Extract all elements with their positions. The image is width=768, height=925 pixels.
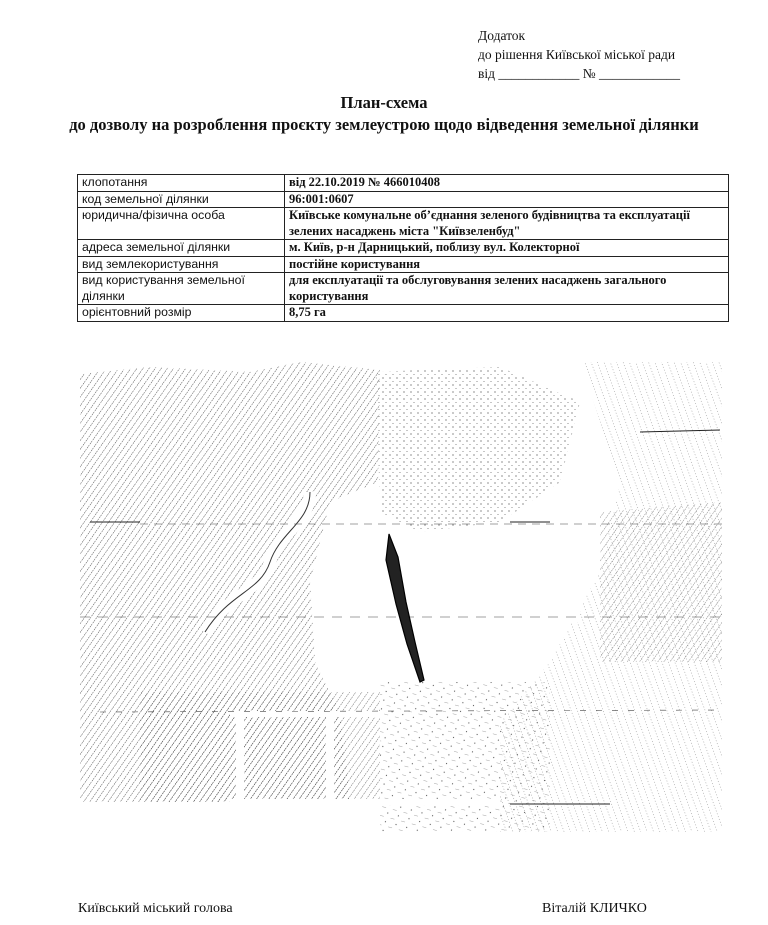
- appendix-line-1: Додаток: [478, 28, 526, 43]
- row-label: адреса земельної ділянки: [78, 240, 285, 257]
- row-label: вид користування земельної ділянки: [78, 273, 285, 305]
- title-main: План-схема: [340, 93, 428, 112]
- document-title: [0, 92, 768, 136]
- row-value: м. Київ, р-н Дарницький, поблизу вул. Колекторної: [285, 240, 729, 257]
- table-row: [78, 273, 729, 305]
- row-value: постійне користування: [285, 256, 729, 273]
- row-value: 96:001:0607: [285, 191, 729, 208]
- table-row: [78, 256, 729, 273]
- table-row: [78, 175, 729, 192]
- appendix-line-2: до рішення Київської міської ради: [478, 47, 676, 62]
- row-label: орієнтовний розмір: [78, 305, 285, 322]
- table-row: [78, 208, 729, 240]
- land-parcel-outline: [386, 534, 424, 682]
- appendix-header: [478, 26, 738, 83]
- row-value: для експлуатації та обслуговування зелених насаджень загального користування: [285, 273, 729, 305]
- row-value: від 22.10.2019 № 466010408: [285, 175, 729, 192]
- parcel-info-table: [77, 174, 729, 322]
- table-row: [78, 305, 729, 322]
- title-subtitle: до дозволу на розроблення проєкту землеустрою щодо відведення земельної ділянки: [69, 115, 699, 134]
- row-label: юридична/фізична особа: [78, 208, 285, 240]
- appendix-line-3: від ____________ № ____________: [478, 66, 680, 81]
- table-row: [78, 191, 729, 208]
- site-plan-map: [80, 362, 722, 832]
- row-value: 8,75 га: [285, 305, 729, 322]
- row-label: вид землекористування: [78, 256, 285, 273]
- table-row: [78, 240, 729, 257]
- signature-position: Київський міський голова: [78, 901, 233, 916]
- row-label: клопотання: [78, 175, 285, 192]
- row-value: Київське комунальне об’єднання зеленого будівництва та експлуатації зелених насаджень міста "Київзеленбуд": [285, 208, 729, 240]
- row-label: код земельної ділянки: [78, 191, 285, 208]
- signature-name: Віталій КЛИЧКО: [542, 901, 647, 916]
